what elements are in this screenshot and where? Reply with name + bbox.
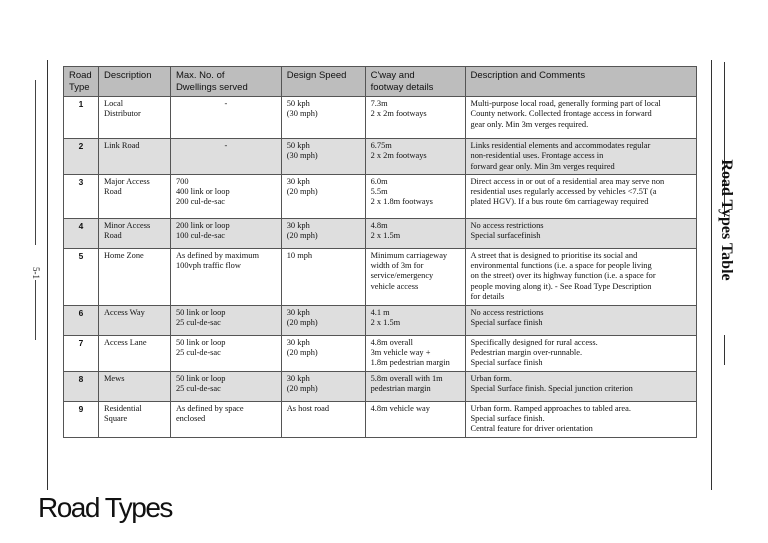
cell-description: Mews <box>98 371 170 401</box>
cell-road-type: 7 <box>64 335 99 371</box>
table-row <box>64 97 697 139</box>
header-road-type: Road Type <box>64 67 99 97</box>
page-number-rule-top <box>35 80 36 245</box>
side-title <box>716 100 736 340</box>
cell-description: Local Distributor <box>98 97 170 139</box>
cell-design-speed: 30 kph (20 mph) <box>281 218 365 248</box>
cell-dwellings: As defined by space enclosed <box>170 401 281 437</box>
cell-dwellings: - <box>170 139 281 175</box>
side-title-rule-bottom <box>724 335 725 365</box>
page-title: Road Types <box>38 492 172 523</box>
cell-comments: Urban form. Ramped approaches to tabled area. Special surface finish. Central feature for driver orientation <box>465 401 697 437</box>
cell-road-type: 9 <box>64 401 99 437</box>
cell-cway: 4.8m overall 3m vehicle way + 1.8m pedestrian margin <box>365 335 465 371</box>
cell-design-speed: 50 kph (30 mph) <box>281 97 365 139</box>
table-row <box>64 335 697 371</box>
cell-design-speed: As host road <box>281 401 365 437</box>
cell-cway: 4.8m 2 x 1.5m <box>365 218 465 248</box>
cell-cway: 4.1 m 2 x 1.5m <box>365 305 465 335</box>
cell-comments: Multi-purpose local road, generally forming part of local County network. Collected frontage access in forward gear only. Min 3m verges required. <box>465 97 697 139</box>
cell-road-type: 1 <box>64 97 99 139</box>
cell-design-speed: 30 kph (20 mph) <box>281 335 365 371</box>
cell-dwellings: 50 link or loop 25 cul-de-sac <box>170 335 281 371</box>
cell-design-speed: 30 kph (20 mph) <box>281 174 365 218</box>
cell-description: Access Way <box>98 305 170 335</box>
cell-description: Minor Access Road <box>98 218 170 248</box>
table-row <box>64 139 697 175</box>
cell-dwellings: As defined by maximum 100vph traffic flow <box>170 248 281 305</box>
cell-comments: Urban form. Special Surface finish. Special junction criterion <box>465 371 697 401</box>
page-number-text: 5-1 <box>31 267 41 279</box>
cell-cway: 4.8m vehicle way <box>365 401 465 437</box>
table-row <box>64 174 697 218</box>
table-row <box>64 218 697 248</box>
header-description: Description <box>98 67 170 97</box>
cell-road-type: 4 <box>64 218 99 248</box>
cell-description: Access Lane <box>98 335 170 371</box>
cell-road-type: 2 <box>64 139 99 175</box>
header-comments: Description and Comments <box>465 67 697 97</box>
table-row <box>64 401 697 437</box>
cell-design-speed: 30 kph (20 mph) <box>281 305 365 335</box>
cell-road-type: 3 <box>64 174 99 218</box>
cell-description: Major Access Road <box>98 174 170 218</box>
cell-road-type: 5 <box>64 248 99 305</box>
table-row <box>64 305 697 335</box>
cell-dwellings: 200 link or loop 100 cul-de-sac <box>170 218 281 248</box>
cell-comments: Links residential elements and accommodates regular non-residential uses. Frontage access in forward gear only. Min 3m verges required <box>465 139 697 175</box>
cell-comments: A street that is designed to prioritise its social and environmental functions (i.e. a space for people living on the street) over its highway function (i.e. a space for people moving along it). - See Road Type Description for details <box>465 248 697 305</box>
cell-dwellings: 700 400 link or loop 200 cul-de-sac <box>170 174 281 218</box>
cell-cway: 5.8m overall with 1m pedestrian margin <box>365 371 465 401</box>
table-row <box>64 371 697 401</box>
page-number <box>28 258 44 288</box>
header-dwellings: Max. No. of Dwellings served <box>170 67 281 97</box>
cell-comments: Direct access in or out of a residential area may serve non residential uses regularly accessed by vehicles <7.5T (a plated HGV). If a bus route 6m carriageway required <box>465 174 697 218</box>
cell-cway: Minimum carriageway width of 3m for service/emergency vehicle access <box>365 248 465 305</box>
road-types-table <box>63 66 697 438</box>
cell-cway: 6.75m 2 x 2m footways <box>365 139 465 175</box>
page-number-rule-bottom <box>35 280 36 340</box>
header-cway: C'way and footway details <box>365 67 465 97</box>
table-row <box>64 248 697 305</box>
cell-comments: No access restrictions Special surface finish <box>465 305 697 335</box>
table-header-row <box>64 67 697 97</box>
cell-design-speed: 50 kph (30 mph) <box>281 139 365 175</box>
cell-description: Home Zone <box>98 248 170 305</box>
cell-dwellings: 50 link or loop 25 cul-de-sac <box>170 305 281 335</box>
cell-comments: No access restrictions Special surfacefinish <box>465 218 697 248</box>
cell-dwellings: - <box>170 97 281 139</box>
header-design-speed: Design Speed <box>281 67 365 97</box>
cell-comments: Specifically designed for rural access. Pedestrian margin over-runnable. Special surface finish <box>465 335 697 371</box>
left-frame-rule <box>47 60 48 490</box>
cell-road-type: 6 <box>64 305 99 335</box>
cell-dwellings: 50 link or loop 25 cul-de-sac <box>170 371 281 401</box>
cell-description: Link Road <box>98 139 170 175</box>
cell-design-speed: 10 mph <box>281 248 365 305</box>
cell-cway: 7.3m 2 x 2m footways <box>365 97 465 139</box>
side-title-text: Road Types Table <box>718 159 735 281</box>
cell-road-type: 8 <box>64 371 99 401</box>
cell-description: Residential Square <box>98 401 170 437</box>
cell-design-speed: 30 kph (20 mph) <box>281 371 365 401</box>
cell-cway: 6.0m 5.5m 2 x 1.8m footways <box>365 174 465 218</box>
right-frame-rule <box>711 60 712 490</box>
